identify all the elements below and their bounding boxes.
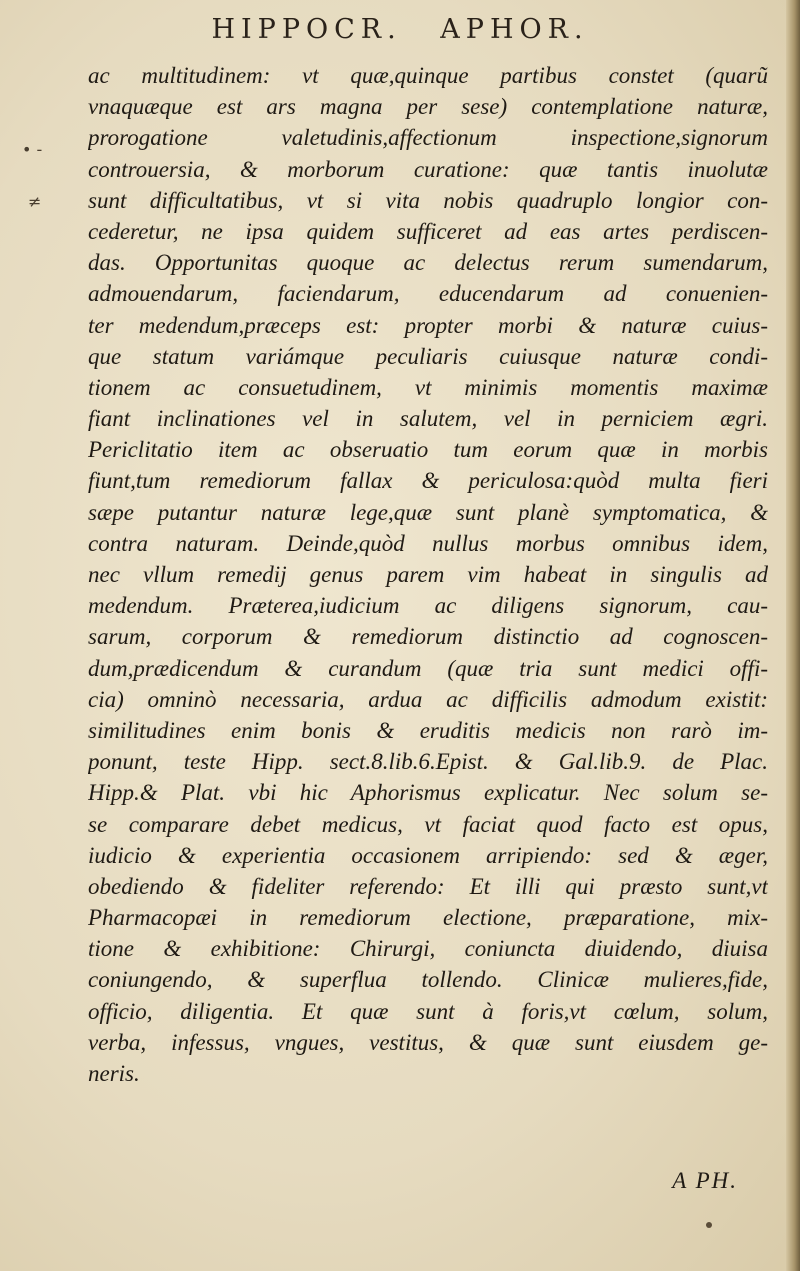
text-line: fiunt,tum remediorum fallax & periculosa:quòd multa fieri — [88, 468, 768, 494]
text-line: tionem ac consuetudinem, vt minimis momentis maximæ — [88, 374, 768, 400]
text-line: ponunt, teste Hipp. sect.8.lib.6.Epist. & Gal.lib.9. de Plac. — [88, 749, 768, 775]
margin-mark: ≠ — [28, 192, 42, 211]
text-line: admouendarum, faciendarum, educendarum ad conuenien- — [88, 281, 768, 307]
text-line: dum,prædicendum & curandum (quæ tria sunt medici offi- — [88, 655, 768, 681]
text-line: que statum variámque peculiaris cuiusque naturæ condi- — [88, 343, 768, 369]
text-line: verba, infessus, vngues, vestitus, & quæ sunt eiusdem ge- — [88, 1029, 768, 1055]
text-line: iudicio & experientia occasionem arripiendo: sed & æger, — [88, 842, 768, 868]
running-head-left: HIPPOCR. — [211, 14, 402, 45]
text-line: Periclitatio item ac obseruatio tum eorum quæ in morbis — [88, 437, 768, 463]
text-line: sarum, corporum & remediorum distinctio ad cognoscen- — [88, 624, 768, 650]
margin-mark: • - — [22, 140, 43, 159]
text-line: Pharmacopæi in remediorum electione, præparatione, mix- — [88, 905, 768, 931]
text-line: das. Opportunitas quoque ac delectus rerum sumendarum, — [88, 250, 768, 276]
text-line: vnaquæque est ars magna per sese) contemplatione naturæ, — [88, 94, 768, 120]
text-line: Hipp.& Plat. vbi hic Aphorismus explicatur. Nec solum se- — [88, 780, 768, 806]
text-line: medendum. Præterea,iudicium ac diligens signorum, cau- — [88, 593, 768, 619]
text-line: ter medendum,præceps est: propter morbi & naturæ cuius- — [88, 312, 768, 338]
text-line: similitudines enim bonis & eruditis medicis non rarò im- — [88, 717, 768, 743]
text-line: obediendo & fideliter referendo: Et illi qui præsto sunt,vt — [88, 873, 768, 899]
text-line: se comparare debet medicus, vt faciat quod facto est opus, — [88, 811, 768, 837]
text-line: prorogatione valetudinis,affectionum inspectione,signorum — [88, 125, 768, 151]
text-line: cia) omninò necessaria, ardua ac difficilis admodum existit: — [88, 686, 768, 712]
text-line: cederetur, ne ipsa quidem sufficeret ad eas artes perdiscen- — [88, 218, 768, 244]
page-gutter — [786, 0, 800, 1271]
text-line: controuersia, & morborum curatione: quæ tantis inuolutæ — [88, 156, 768, 182]
ink-spot — [706, 1222, 712, 1228]
text-line: officio, diligentia. Et quæ sunt à foris,vt cœlum, solum, — [88, 998, 768, 1024]
text-line: tione & exhibitione: Chirurgi, coniuncta diuidendo, diuisa — [88, 936, 768, 962]
text-line: sunt difficultatibus, vt si vita nobis quadruplo longior con- — [88, 187, 768, 213]
text-line: fiant inclinationes vel in salutem, vel in perniciem ægri. — [88, 406, 768, 432]
text-line: ac multitudinem: vt quæ,quinque partibus constet (quarũ — [88, 63, 768, 88]
text-line: contra naturam. Deinde,quòd nullus morbus omnibus idem, — [88, 530, 768, 556]
text-line: coniungendo, & superflua tollendo. Clinicæ mulieres,fide, — [88, 967, 768, 993]
text-line: nec vllum remedij genus parem vim habeat in singulis ad — [88, 562, 768, 587]
text-line: sæpe putantur naturæ lege,quæ sunt planè symptomatica, & — [88, 499, 768, 525]
running-head-right: APHOR. — [440, 14, 589, 45]
catchword: A PH. — [672, 1168, 738, 1193]
text-line: neris. — [88, 1061, 140, 1086]
body-text — [88, 60, 768, 1089]
running-head — [0, 14, 800, 45]
